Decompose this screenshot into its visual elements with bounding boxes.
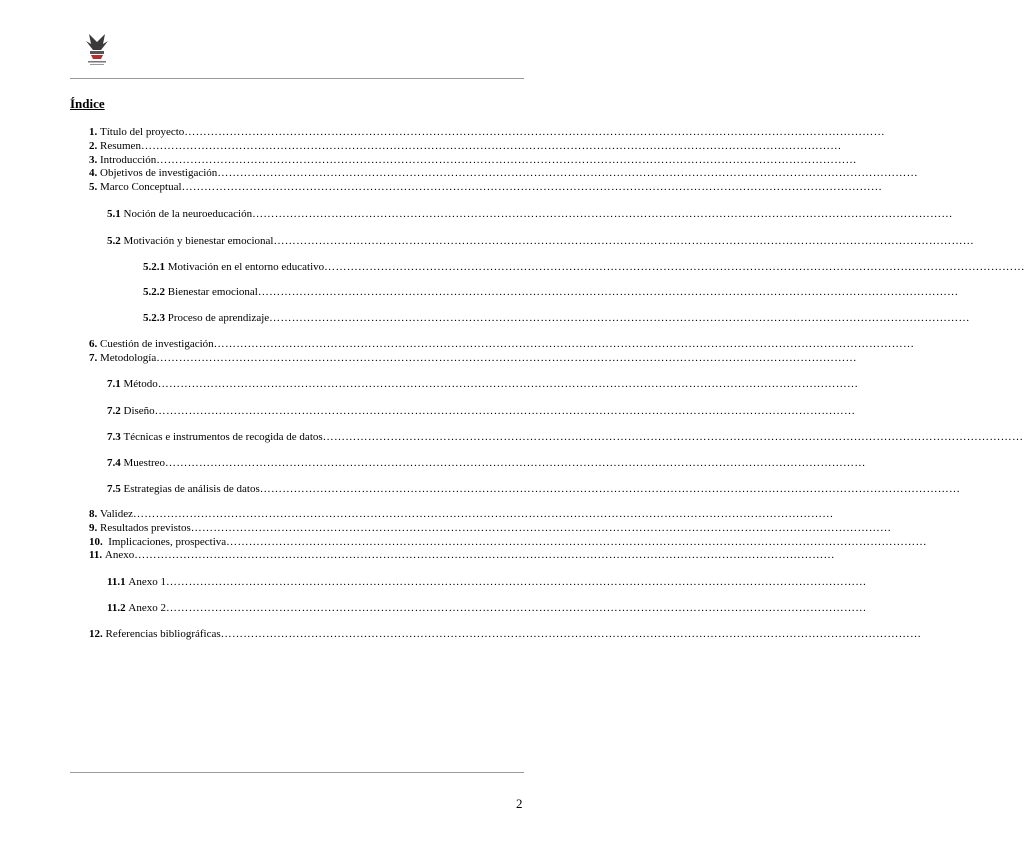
toc-title: Método	[123, 378, 158, 390]
toc-number: 5.1	[107, 208, 121, 220]
toc-leader: ……………………………………………………………………………………………………………………………………………………………………	[165, 576, 867, 588]
toc-title: Título del proyecto	[100, 126, 185, 138]
toc-number: 10.	[89, 536, 103, 548]
toc-entry	[89, 338, 915, 351]
toc-number: 7.	[89, 352, 98, 364]
toc-entry	[143, 286, 959, 299]
toc-entry	[143, 261, 1025, 274]
toc-number: 7.4	[107, 457, 121, 469]
toc-leader: ……………………………………………………………………………………………………………………………………………………………………	[269, 312, 970, 324]
toc-title: Introducción	[100, 154, 157, 166]
toc-number: 5.2.2	[143, 286, 165, 298]
toc-title: Referencias bibliográficas	[105, 628, 221, 640]
toc-entry	[89, 154, 857, 167]
toc-entry	[89, 628, 922, 641]
toc-entry	[107, 457, 866, 470]
toc-leader: ……………………………………………………………………………………………………………………………………………………………………	[156, 352, 857, 364]
toc-entry	[107, 208, 953, 221]
toc-leader: ……………………………………………………………………………………………………………………………………………………………………	[217, 167, 918, 179]
toc-title: Validez	[100, 508, 133, 520]
toc-leader: ……………………………………………………………………………………………………………………………………………………………………	[181, 181, 883, 193]
toc-number: 5.2.3	[143, 312, 165, 324]
toc-entry	[89, 167, 918, 180]
toc-entry	[89, 126, 885, 139]
toc-entry	[89, 181, 883, 194]
toc-leader: ……………………………………………………………………………………………………………………………………………………………………	[322, 431, 1024, 443]
toc-leader: ……………………………………………………………………………………………………………………………………………………………………	[154, 405, 856, 417]
toc-number: 3.	[89, 154, 98, 166]
toc-title: Noción de la neuroeducación	[123, 208, 253, 220]
toc-title: Diseño	[123, 405, 155, 417]
toc-number: 7.3	[107, 431, 121, 443]
toc-title: Implicaciones, prospectiva	[105, 536, 227, 548]
toc-number: 9.	[89, 522, 98, 534]
toc-leader: ……………………………………………………………………………………………………………………………………………………………………	[190, 522, 892, 534]
toc-leader: ……………………………………………………………………………………………………………………………………………………………………	[324, 261, 1025, 273]
toc-entry	[107, 576, 867, 589]
header-rule	[70, 78, 524, 79]
toc-entry	[89, 522, 892, 535]
footer-rule	[70, 772, 524, 773]
toc-entry	[89, 508, 834, 521]
toc-entry	[107, 378, 859, 391]
toc-title: Marco Conceptual	[100, 181, 182, 193]
toc-number: 5.2.1	[143, 261, 165, 273]
page-number: 2	[516, 796, 523, 811]
toc-number: 6.	[89, 338, 98, 350]
toc-number: 1.	[89, 126, 98, 138]
toc-title: Estrategias de análisis de datos	[123, 483, 260, 495]
toc-entry	[107, 431, 1024, 444]
toc-title: Proceso de aprendizaje	[167, 312, 270, 324]
toc-number: 2.	[89, 140, 98, 152]
toc-leader: ……………………………………………………………………………………………………………………………………………………………………	[140, 140, 842, 152]
toc-number: 8.	[89, 508, 98, 520]
toc-number: 7.2	[107, 405, 121, 417]
toc-title: Anexo	[104, 549, 135, 561]
toc-number: 11.1	[107, 576, 126, 588]
toc-leader: ……………………………………………………………………………………………………………………………………………………………………	[157, 378, 859, 390]
toc-title: Muestreo	[123, 457, 166, 469]
toc-leader: ……………………………………………………………………………………………………………………………………………………………………	[273, 235, 975, 247]
toc-leader: ……………………………………………………………………………………………………………………………………………………………………	[134, 549, 835, 561]
toc-number: 7.5	[107, 483, 121, 495]
toc-leader: ……………………………………………………………………………………………………………………………………………………………………	[165, 602, 867, 614]
toc-leader: ……………………………………………………………………………………………………………………………………………………………………	[220, 628, 922, 640]
toc-entry	[89, 352, 857, 365]
toc-number: 7.1	[107, 378, 121, 390]
toc-entry	[143, 312, 970, 325]
toc-entry	[89, 536, 927, 549]
toc-leader: ……………………………………………………………………………………………………………………………………………………………………	[184, 126, 885, 138]
toc-leader: ……………………………………………………………………………………………………………………………………………………………………	[259, 483, 961, 495]
toc-leader: ……………………………………………………………………………………………………………………………………………………………………	[213, 338, 915, 350]
toc-title: Técnicas e instrumentos de recogida de datos	[123, 431, 323, 443]
toc-title: Cuestión de investigación	[100, 338, 214, 350]
toc-leader: ……………………………………………………………………………………………………………………………………………………………………	[156, 154, 857, 166]
toc-title: Motivación en el entorno educativo	[167, 261, 325, 273]
university-crest-icon	[84, 32, 110, 68]
toc-leader: ……………………………………………………………………………………………………………………………………………………………………	[252, 208, 953, 220]
toc-leader: ……………………………………………………………………………………………………………………………………………………………………	[165, 457, 866, 469]
toc-leader: ……………………………………………………………………………………………………………………………………………………………………	[132, 508, 834, 520]
toc-number: 5.	[89, 181, 98, 193]
toc-entry	[107, 602, 867, 615]
toc-number: 11.	[89, 549, 103, 561]
toc-leader: ……………………………………………………………………………………………………………………………………………………………………	[226, 536, 927, 548]
toc-number: 4.	[89, 167, 98, 179]
toc-title: Bienestar emocional	[167, 286, 258, 298]
toc-entry	[107, 405, 856, 418]
toc-title: Resumen	[100, 140, 141, 152]
toc-title: Resultados previstos	[100, 522, 191, 534]
toc-title: Anexo 2	[128, 602, 166, 614]
toc-leader: ……………………………………………………………………………………………………………………………………………………………………	[257, 286, 959, 298]
toc-title: Metodología	[100, 352, 157, 364]
toc-number: 12.	[89, 628, 103, 640]
toc-number: 11.2	[107, 602, 126, 614]
toc-title: Motivación y bienestar emocional	[123, 235, 274, 247]
toc-title: Anexo 1	[128, 576, 166, 588]
toc-number: 5.2	[107, 235, 121, 247]
toc-entry	[89, 549, 835, 562]
toc-title: Objetivos de investigación	[100, 167, 218, 179]
toc-entry	[107, 483, 961, 496]
page-title: Índice	[70, 96, 105, 111]
toc-entry	[89, 140, 842, 153]
toc-entry	[107, 235, 975, 248]
